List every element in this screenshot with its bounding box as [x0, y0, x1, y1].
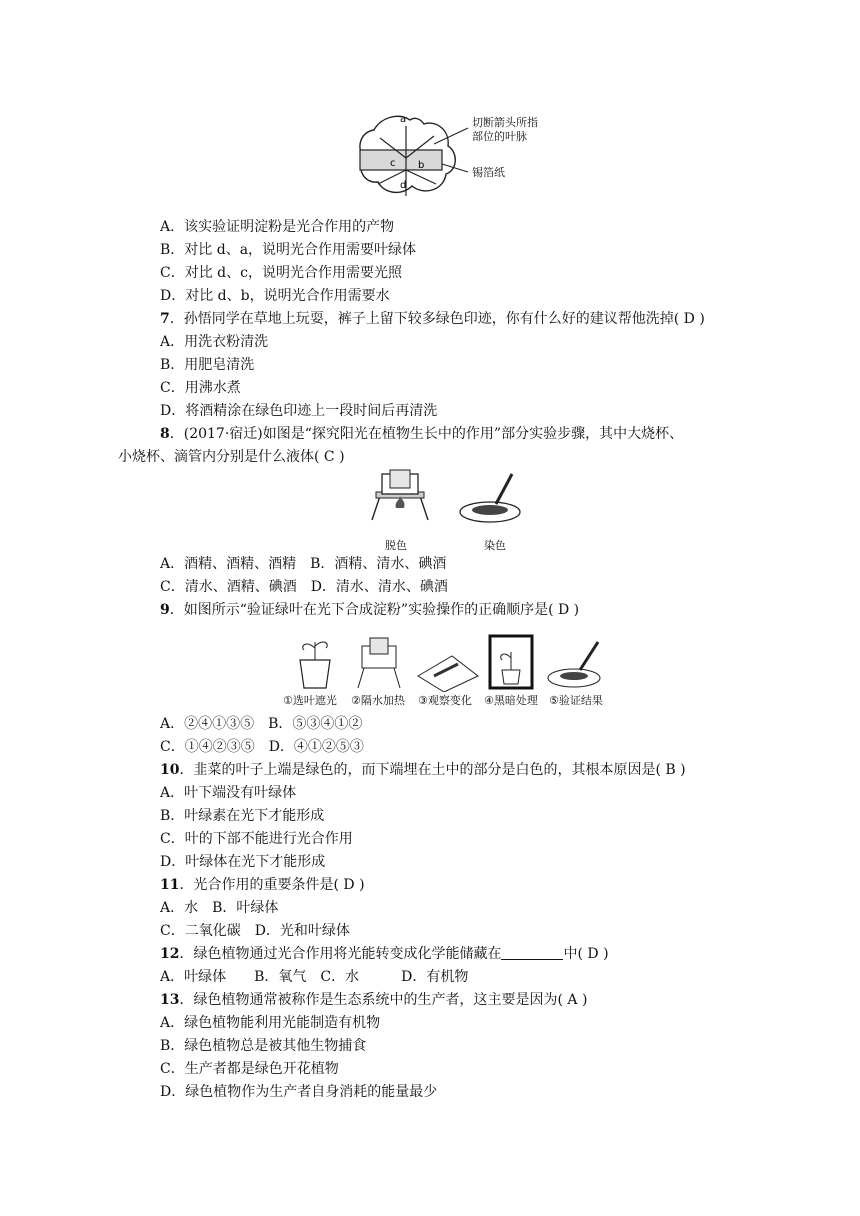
q9-fig-caption-5: ⑤验证结果	[549, 694, 603, 707]
q8-fig-caption-1: 脱色	[385, 539, 407, 552]
q8-text-line1: ．(2017·宿迁)如图是“探究阳光在植物生长中的作用”部分实验步骤，其中大烧杯、	[169, 426, 684, 442]
q7-option-b: B．用肥皂清洗	[160, 357, 255, 373]
q13-question	[160, 989, 587, 1011]
q7-question	[160, 308, 705, 330]
q7-option-c: C．用沸水煮	[160, 380, 241, 396]
q11-options-line2: C．二氧化碳 D．光和叶绿体	[160, 923, 350, 939]
q13-option-a: A．绿色植物能利用光能制造有机物	[160, 1015, 381, 1031]
q12-options: A．叶绿体 B．氧气 C．水 D．有机物	[160, 969, 469, 985]
q13-option-c: C．生产者都是绿色开花植物	[160, 1061, 339, 1077]
q10-text: ．韭菜的叶子上端是绿色的，而下端埋在土中的部分是白色的，其根本原因是( B )	[179, 762, 686, 778]
q9-options-line2: C．①④②③⑤ D．④①②⑤③	[160, 739, 364, 755]
q8-number: 8	[160, 426, 170, 442]
q8-question	[160, 423, 683, 445]
q6-option-d: D．对比 d、b，说明光合作用需要水	[160, 288, 390, 304]
q7-option-d: D．将酒精涂在绿色印迹上一段时间后再清洗	[160, 403, 438, 419]
q13-option-b: B．绿色植物总是被其他生物捕食	[160, 1038, 367, 1054]
q9-question	[160, 599, 579, 621]
q11-question	[160, 874, 365, 896]
q10-option-d: D．叶绿体在光下才能形成	[160, 854, 326, 870]
q11-options-line1: A．水 B．叶绿体	[160, 900, 279, 916]
q10-number: 10	[160, 762, 180, 778]
q12-text-before: ．绿色植物通过光合作用将光能转变成化学能储藏在	[179, 946, 502, 962]
q7-number: 7	[160, 311, 170, 327]
leaf-label-c: c	[390, 158, 396, 169]
q9-number: 9	[160, 602, 170, 618]
q12-text-after: 中( D )	[563, 946, 609, 962]
q6-option-a: A．该实验证明淀粉是光合作用的产物	[160, 219, 395, 235]
q9-options-line1: A．②④①③⑤ B．⑤③④①②	[160, 716, 363, 732]
q6-option-b: B．对比 d、a，说明光合作用需要叶绿体	[160, 242, 417, 258]
q8-fig-caption-2: 染色	[484, 539, 506, 552]
q8-options-line2: C．清水、酒精、碘酒 D．清水、清水、碘酒	[160, 579, 448, 595]
q8-figure	[362, 468, 532, 528]
q10-option-c: C．叶的下部不能进行光合作用	[160, 831, 353, 847]
q8-options-line1: A．酒精、酒精、酒精 B．酒精、清水、碘酒	[160, 556, 447, 572]
q9-fig-caption-4: ④黑暗处理	[484, 694, 538, 707]
leaf-label-d: d	[400, 180, 407, 191]
q13-text: ．绿色植物通常被称作是生态系统中的生产者，这主要是因为( A )	[179, 992, 588, 1008]
q12-question	[160, 943, 609, 965]
leaf-callout-vein: 切断箭头所指 部位的叶脉	[472, 116, 538, 143]
q7-text: ．孙悟同学在草地上玩耍，裤子上留下较多绿色印迹，你有什么好的建议帮他洗掉( D )	[169, 311, 705, 327]
q9-text: ．如图所示“验证绿叶在光下合成淀粉”实验操作的正确顺序是( D )	[169, 602, 580, 618]
q10-option-a: A．叶下端没有叶绿体	[160, 785, 297, 801]
q11-text: ．光合作用的重要条件是( D )	[179, 877, 365, 893]
q10-question	[160, 759, 686, 781]
q9-fig-caption-2: ②隔水加热	[351, 694, 405, 707]
leaf-callout-foil: 锡箔纸	[472, 166, 505, 179]
q6-option-c: C．对比 d、c，说明光合作用需要光照	[160, 265, 402, 281]
q9-figure	[282, 630, 612, 692]
q7-option-a: A．用洗衣粉清洗	[160, 334, 269, 350]
q13-number: 13	[160, 992, 180, 1008]
q13-option-d: D．绿色植物作为生产者自身消耗的能量最少	[160, 1084, 438, 1100]
leaf-label-b: b	[418, 160, 425, 171]
q11-number: 11	[160, 877, 180, 893]
q10-option-b: B．叶绿素在光下才能形成	[160, 808, 325, 824]
q12-blank	[501, 945, 563, 960]
q9-fig-caption-1: ①选叶遮光	[283, 694, 337, 707]
q9-fig-caption-3: ③观察变化	[418, 694, 472, 707]
leaf-label-a: a	[400, 114, 407, 125]
q12-number: 12	[160, 946, 180, 962]
q8-text-line2: 小烧杯、滴管内分别是什么液体( C )	[118, 449, 345, 465]
